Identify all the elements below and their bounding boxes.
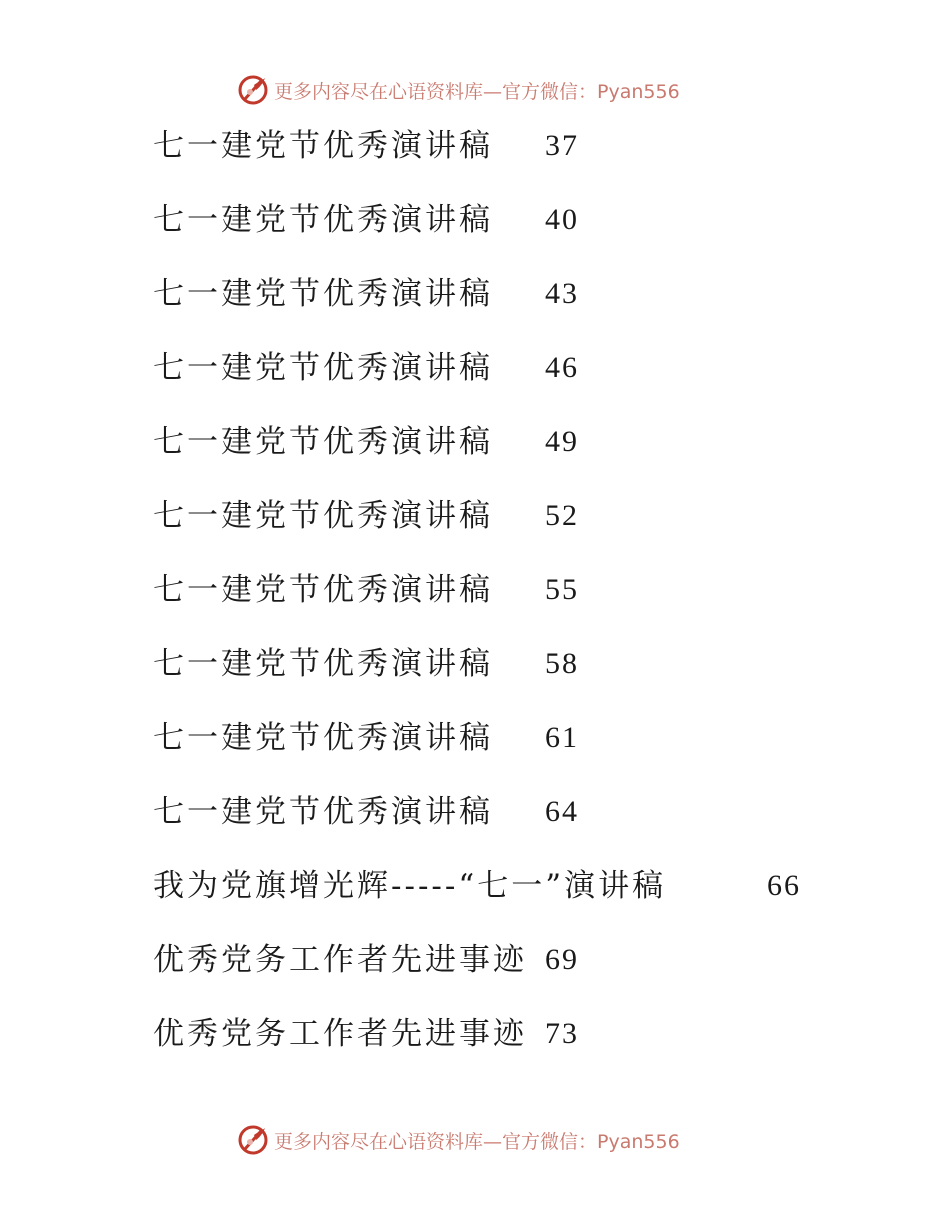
toc-entry-page: 61 [545,721,579,754]
watermark-wechat-id: Pyan556 [597,80,680,103]
toc-entry-page: 40 [545,203,579,236]
toc-entry-title: 七一建党节优秀演讲稿 [153,646,493,682]
toc-entry-page: 66 [767,869,801,902]
footer-watermark [236,1123,680,1157]
toc-entry-title: 七一建党节优秀演讲稿 [153,350,493,386]
toc-entry[interactable] [153,644,579,684]
toc-entry-page: 73 [545,1017,579,1050]
toc-entry-page: 52 [545,499,579,532]
toc-entry-page: 69 [545,943,579,976]
toc-entry-title: 我为党旗增光辉-----“七一”演讲稿 [153,868,667,904]
watermark-wechat-id: Pyan556 [597,1130,680,1153]
watermark-label: 更多内容尽在心语资料库—官方微信： [274,1130,598,1153]
toc-entry-page: 55 [545,573,579,606]
toc-entry[interactable] [153,274,579,314]
quill-logo-icon [236,1123,270,1157]
toc-entry-title: 优秀党务工作者先进事迹 [153,1016,527,1052]
watermark-text [274,1127,680,1154]
toc-entry[interactable] [153,200,579,240]
toc-entry[interactable] [153,570,579,610]
toc-entry-title: 七一建党节优秀演讲稿 [153,794,493,830]
toc-entry[interactable] [153,348,579,388]
toc-entry-title: 七一建党节优秀演讲稿 [153,572,493,608]
toc-entry-title: 七一建党节优秀演讲稿 [153,276,493,312]
toc-entry-title: 七一建党节优秀演讲稿 [153,128,493,164]
toc-entry[interactable] [153,496,579,536]
toc-entry-title: 七一建党节优秀演讲稿 [153,720,493,756]
watermark-label: 更多内容尽在心语资料库—官方微信： [274,80,598,103]
toc-entry[interactable] [153,940,579,980]
toc-entry[interactable] [153,792,579,832]
toc-entry-title: 优秀党务工作者先进事迹 [153,942,527,978]
toc-entry-page: 58 [545,647,579,680]
toc-entry-title: 七一建党节优秀演讲稿 [153,424,493,460]
toc-entry-title: 七一建党节优秀演讲稿 [153,498,493,534]
toc-entry[interactable] [153,866,801,906]
toc-entry-page: 37 [545,129,579,162]
toc-entry[interactable] [153,422,579,462]
toc-entry-title: 七一建党节优秀演讲稿 [153,202,493,238]
toc-entry-page: 43 [545,277,579,310]
toc-entry[interactable] [153,1014,579,1054]
toc-entry-page: 49 [545,425,579,458]
toc-entry-page: 46 [545,351,579,384]
toc-entry[interactable] [153,126,579,166]
toc-entry[interactable] [153,718,579,758]
toc-entry-page: 64 [545,795,579,828]
